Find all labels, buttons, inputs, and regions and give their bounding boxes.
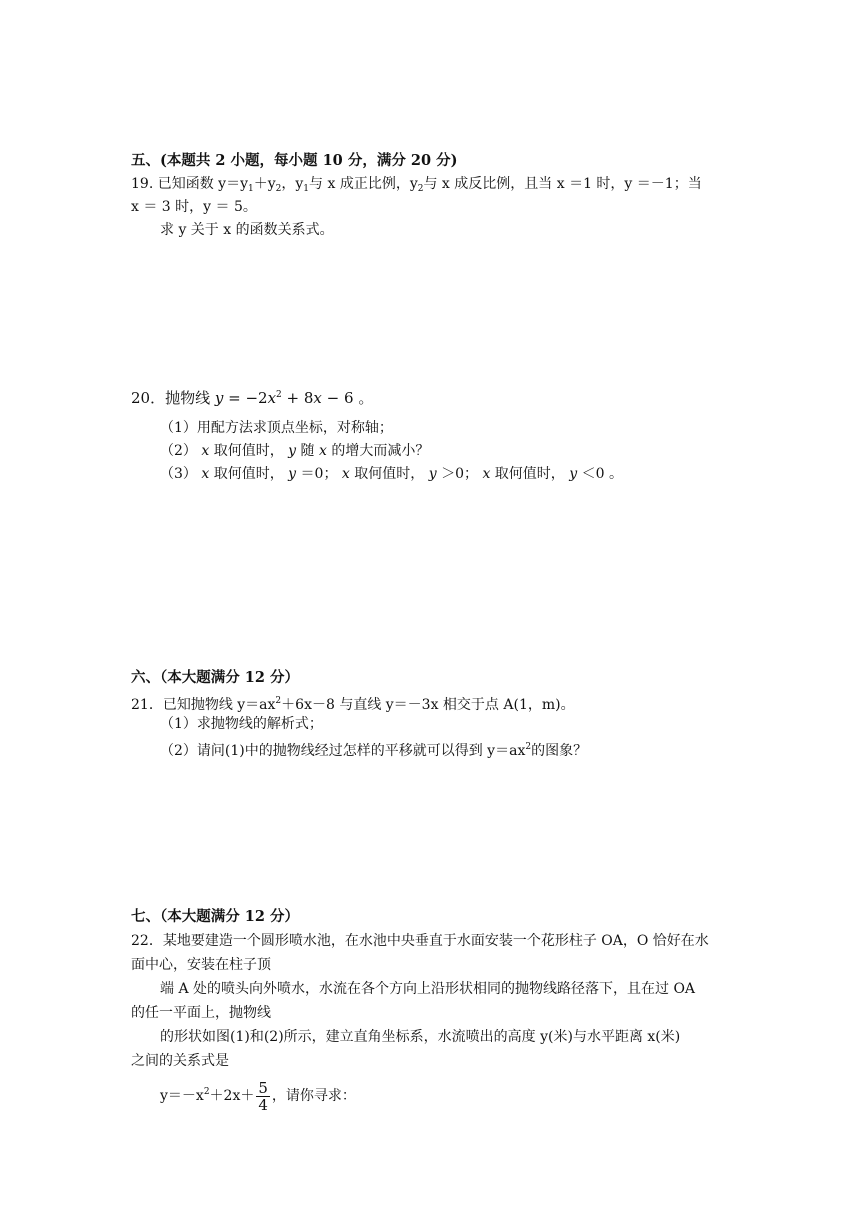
math-var: y (214, 389, 224, 407)
fraction-denominator: 4 (258, 1095, 268, 1114)
math-var: x (341, 466, 350, 482)
q20-text: ＜0 。 (577, 466, 623, 482)
superscript: 2 (276, 390, 282, 400)
math-var: x (267, 389, 277, 407)
q22-line-5: 的形状如图(1)和(2)所示，建立直角坐标系，水流喷出的高度 y(米)与水平距离 x(米) (160, 1029, 681, 1045)
q21-part-1: （1）求抛物线的解析式； (160, 716, 323, 732)
fraction (256, 1080, 270, 1113)
q20-text: 的增大而减小？ (326, 443, 430, 459)
q20-text: 取何值时， (349, 466, 429, 482)
superscript: 2 (203, 1087, 210, 1097)
math-var: x (482, 466, 491, 482)
superscript: 2 (525, 742, 532, 752)
q20-text: ＝0； (296, 466, 342, 482)
math-var: y (569, 466, 578, 482)
math-var: x (313, 389, 322, 407)
q21-stem (131, 691, 575, 715)
q20-text: 取何值时， (209, 443, 289, 459)
formula-text: ＋2x＋ (209, 1088, 255, 1104)
q19-text: ＋y (253, 176, 276, 192)
q19-line-2: x ＝ 3 时，y ＝ 5。 (131, 199, 257, 215)
math-var: x (201, 466, 210, 482)
q21-text: 21．已知抛物线 y＝ax (131, 697, 276, 713)
q20-text: 取何值时， (490, 466, 570, 482)
q20-text: （2） (160, 443, 202, 459)
q20-text: 取何值时， (209, 466, 289, 482)
math-var: y (288, 466, 297, 482)
q19-line-3: 求 y 关于 x 的函数关系式。 (160, 222, 334, 238)
q20-text: （3） (160, 466, 202, 482)
q20-suffix: 。 (353, 389, 374, 407)
section-6-heading: 六、（本大题满分 12 分） (131, 669, 300, 686)
q20-text: 随 (296, 443, 319, 459)
q22-line-3: 端 A 处的喷头向外喷水，水流在各个方向上沿形状相同的抛物线路径落下，且在过 OA (160, 981, 696, 997)
math-var: y (428, 466, 437, 482)
q20-part-3 (160, 464, 623, 484)
q21-part-2 (160, 737, 587, 761)
math-var: x (319, 443, 327, 459)
q19-text: 19. 已知函数 y＝y (131, 176, 248, 192)
q21-text: ＋6x－8 与直线 y＝－3x 相交于点 A(1，m)。 (281, 697, 575, 713)
math-text: = −2 (223, 389, 268, 407)
superscript: 2 (275, 696, 282, 706)
q20-part-2 (160, 441, 429, 461)
q20-stem (131, 385, 373, 408)
q20-text: ＞0； (436, 466, 483, 482)
q22-line-1: 22．某地要建造一个圆形喷水池，在水池中央垂直于水面安装一个花形柱子 OA，O 恰好在水 (131, 933, 709, 949)
q22-line-4: 的任一平面上，抛物线 (131, 1005, 271, 1021)
subscript: 2 (417, 184, 424, 194)
q22-line-6: 之间的关系式是 (131, 1053, 229, 1069)
q19-text: 与 x 成反比例，且当 x ＝1 时，y ＝－1；当 (423, 176, 702, 192)
q19-text: 与 x 成正比例，y (309, 176, 418, 192)
math-text: + 8 (281, 389, 314, 407)
q22-formula (160, 1074, 356, 1114)
q20-prefix: 20．抛物线 (131, 389, 215, 407)
q19-text: ，y (281, 176, 304, 192)
section-5-heading: 五、(本题共 2 小题，每小题 10 分，满分 20 分) (131, 152, 458, 169)
formula-text: y＝－x (160, 1088, 204, 1104)
fraction-numerator: 5 (258, 1078, 268, 1097)
q19-line-1 (131, 174, 702, 199)
math-text: − 6 (321, 389, 354, 407)
subscript: 1 (303, 184, 310, 194)
math-var: x (201, 443, 210, 459)
q20-part-1: （1）用配方法求顶点坐标，对称轴； (160, 420, 393, 436)
subscript: 2 (275, 184, 282, 194)
q21-text: （2）请问(1)中的抛物线经过怎样的平移就可以得到 y＝ax (160, 743, 526, 759)
q21-text: 的图象？ (531, 743, 588, 759)
math-var: y (288, 443, 297, 459)
subscript: 1 (247, 184, 254, 194)
section-7-heading: 七、（本大题满分 12 分） (131, 908, 300, 925)
formula-text: ，请你寻求： (271, 1088, 356, 1104)
q22-line-2: 面中心，安装在柱子顶 (131, 957, 271, 973)
